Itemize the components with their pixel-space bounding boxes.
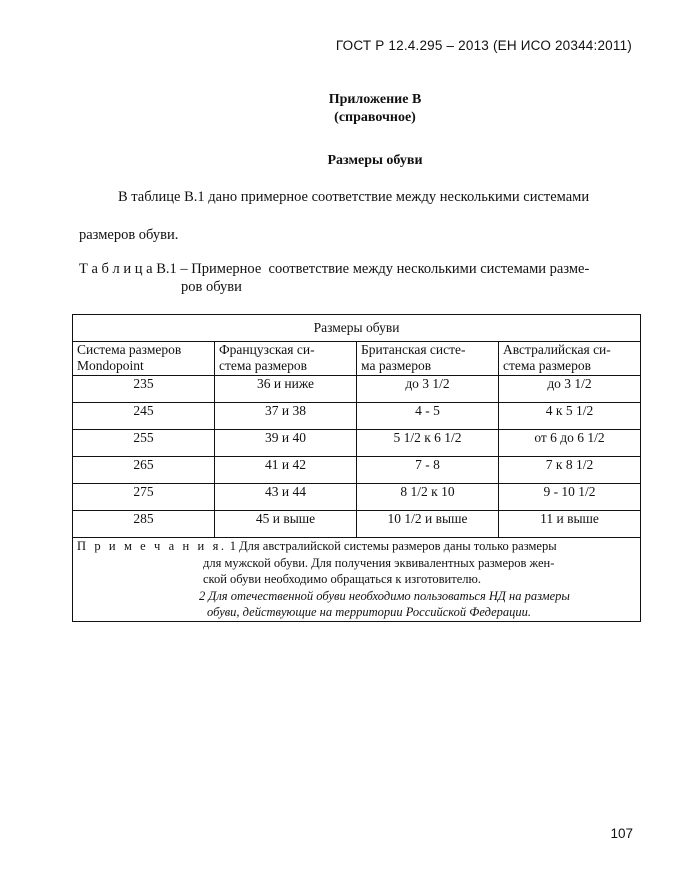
column-header-british: Британская систе- ма размеров	[357, 342, 499, 376]
note-2-line-1: 2 Для отечественной обуви необходимо пользоваться НД на размеры	[199, 588, 570, 603]
table-row	[73, 403, 641, 430]
section-heading: Размеры обуви	[327, 153, 423, 168]
table-cell: 45 и выше	[215, 511, 357, 538]
appendix-subtitle: (справочное)	[334, 110, 416, 125]
note-1-line-1: 1 Для австралийской системы размеров даны только размеры	[226, 539, 557, 553]
shoe-size-table	[72, 314, 641, 622]
table-cell: 235	[73, 376, 215, 403]
standard-designation: ГОСТ Р 12.4.295 – 2013 (ЕН ИСО 20344:2011)	[335, 38, 632, 53]
table-cell: 11 и выше	[499, 511, 641, 538]
column-header-australian: Австралийская си- стема размеров	[499, 342, 641, 376]
notes-label: П р и м е ч а н и я.	[77, 539, 227, 553]
table-cell: 41 и 42	[215, 457, 357, 484]
table-cell: 245	[73, 403, 215, 430]
table-cell: 4 к 5 1/2	[499, 403, 641, 430]
table-cell: 285	[73, 511, 215, 538]
table-cell: 7 к 8 1/2	[499, 457, 641, 484]
table-cell: 275	[73, 484, 215, 511]
table-cell: 9 - 10 1/2	[499, 484, 641, 511]
table-cell: 4 - 5	[357, 403, 499, 430]
table-cell: 37 и 38	[215, 403, 357, 430]
table-caption-line-1: – Примерное соответствие между несколькими системами разме-	[176, 261, 590, 277]
table-cell: 8 1/2 к 10	[357, 484, 499, 511]
table-notes-row	[73, 538, 641, 622]
appendix-title: Приложение В	[328, 92, 422, 107]
table-cell: до 3 1/2	[499, 376, 641, 403]
table-column-header-row	[73, 342, 641, 376]
table-cell: от 6 до 6 1/2	[499, 430, 641, 457]
note-1-line-3: ской обуви необходимо обращаться к изготовителю.	[203, 572, 481, 586]
table-cell: 43 и 44	[215, 484, 357, 511]
column-header-french: Французская си- стема размеров	[215, 342, 357, 376]
table-notes	[73, 538, 641, 622]
table-caption-line-2: ров обуви	[181, 279, 242, 295]
table-group-header-row	[73, 315, 641, 342]
table-cell: 7 - 8	[357, 457, 499, 484]
column-header-mondopoint: Система размеров Mondopoint	[73, 342, 215, 376]
table-cell: до 3 1/2	[357, 376, 499, 403]
table-row	[73, 376, 641, 403]
intro-line-2: размеров обуви.	[79, 227, 179, 243]
table-cell: 255	[73, 430, 215, 457]
page-number: 107	[610, 826, 633, 841]
table-row	[73, 430, 641, 457]
note-2-line-2: обуви, действующие на территории Российской Федерации.	[207, 605, 531, 619]
table-cell: 39 и 40	[215, 430, 357, 457]
table-cell: 10 1/2 и выше	[357, 511, 499, 538]
note-1-line-2: для мужской обуви. Для получения эквивалентных размеров жен-	[203, 555, 555, 570]
table-cell: 5 1/2 к 6 1/2	[357, 430, 499, 457]
table-row	[73, 457, 641, 484]
table-caption-label: Т а б л и ц а В.1	[79, 261, 177, 277]
table-cell: 36 и ниже	[215, 376, 357, 403]
intro-line-1: В таблице В.1 дано примерное соответствие между несколькими системами	[118, 189, 590, 205]
table-cell: 265	[73, 457, 215, 484]
table-caption	[79, 261, 589, 278]
table-group-header: Размеры обуви	[73, 315, 641, 342]
table-row	[73, 484, 641, 511]
table-row	[73, 511, 641, 538]
